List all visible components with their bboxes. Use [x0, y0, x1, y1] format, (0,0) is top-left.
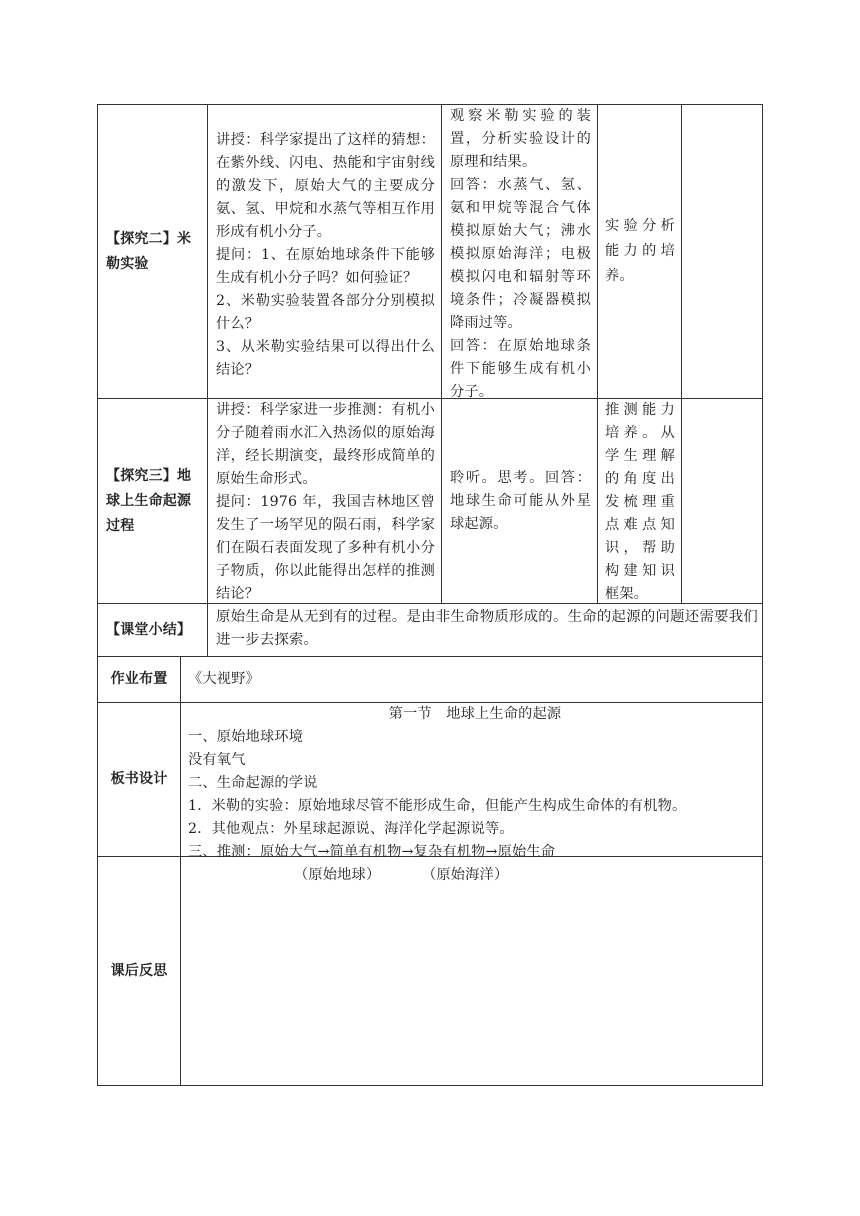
- explore3-title: 【探究三】地球上生命起源过程: [106, 467, 192, 534]
- explore3-teacher-activity: 讲授：科学家进一步推测：有机小分子随着雨水汇入热汤似的原始海洋，经长期演变，最终形成简单的原始生命形式。 提问：1976 年，我国吉林地区曾发生了一场罕见的陨石雨，科学家们在陨石表面发现了多种有机小分子物质，你以此能得出怎样的推测结论？: [216, 402, 435, 602]
- explore3-intent-cell: [598, 399, 681, 603]
- summary-text: 原始生命是从无到有的过程。是由非生命物质形成的。生命的起源的问题还需要我们进一步去探索。: [216, 609, 758, 648]
- explore2-title-cell: [100, 105, 206, 398]
- explore2-teacher-activity: 讲授：科学家提出了这样的猜想：在紫外线、闪电、热能和宇宙射线的激发下，原始大气的主要成分氨、氢、甲烷和水蒸气等相互作用形成有机小分子。 提问：1、在原始地球条件下能够生成有机小分子吗？如何验证？ 2、米勒实验装置各部分分别模拟什么？ 3、从米勒实验结果可以得出什么结论？: [216, 132, 435, 378]
- board-note-primitive-earth: （原始地球）: [294, 867, 381, 883]
- board-title: 板书设计: [110, 771, 168, 787]
- table-border-right: [762, 104, 763, 1086]
- explore2-student-cell: [442, 105, 597, 398]
- summary-text-cell: [208, 604, 762, 656]
- explore3-student-activity: 聆听。思考。回答：地球生命可能从外星球起源。: [450, 469, 591, 532]
- board-content-cell: [181, 703, 762, 883]
- explore2-design-intent: 实验分析能力的培养。: [605, 218, 675, 284]
- board-line: 二、生命起源的学说: [188, 775, 318, 791]
- board-line: 三、推测：原始大气→简单有机物→复杂有机物→原始生命: [188, 844, 556, 860]
- explore2-intent-cell: [598, 105, 681, 398]
- table-border-bottom: [97, 1085, 763, 1086]
- summary-title: 【课堂小结】: [106, 621, 192, 638]
- col-divider: [681, 104, 682, 604]
- explore2-teacher-cell: [208, 105, 441, 398]
- board-line: 没有氧气: [188, 752, 246, 768]
- explore3-teacher-cell: [208, 399, 441, 603]
- homework-title-cell: [98, 657, 180, 702]
- explore2-title: 【探究二】米勒实验: [106, 230, 192, 272]
- reflection-content-cell[interactable]: [181, 857, 762, 1085]
- homework-text-cell: [181, 657, 762, 702]
- homework-title: 作业布置: [110, 671, 168, 687]
- board-line: 1．米勒的实验：原始地球尽管不能形成生命，但能产生构成生命体的有机物。: [188, 798, 687, 814]
- board-line: 2．其他观点：外星球起源说、海洋化学起源说等。: [188, 821, 514, 837]
- board-heading: 第一节 地球上生命的起源: [388, 706, 562, 722]
- reflection-title: 课后反思: [110, 962, 168, 979]
- explore3-title-cell: [100, 399, 206, 603]
- explore3-design-intent: 推测能力培养。从学生理解的角度出发梳理重点难点知识，帮助构建知识框架。: [605, 402, 675, 602]
- reflection-title-cell: [98, 857, 180, 1085]
- explore2-student-activity: 观察米勒实验的装置，分析实验设计的原理和结果。 回答：水蒸气、氢、氨和甲烷等混合气体模拟原始大气；沸水模拟原始海洋；电极模拟闪电和辐射等环境条件；冷凝器模拟降雨过等。 回答：在原始地球条件下能够生成有机小分子。: [450, 108, 591, 400]
- summary-title-cell: [100, 604, 206, 656]
- explore3-student-cell: [442, 399, 597, 603]
- homework-text: 《大视野》: [188, 671, 260, 687]
- board-line: 一、原始地球环境: [188, 729, 304, 745]
- board-note-primitive-ocean: （原始海洋）: [422, 867, 509, 883]
- board-title-cell: [98, 703, 180, 856]
